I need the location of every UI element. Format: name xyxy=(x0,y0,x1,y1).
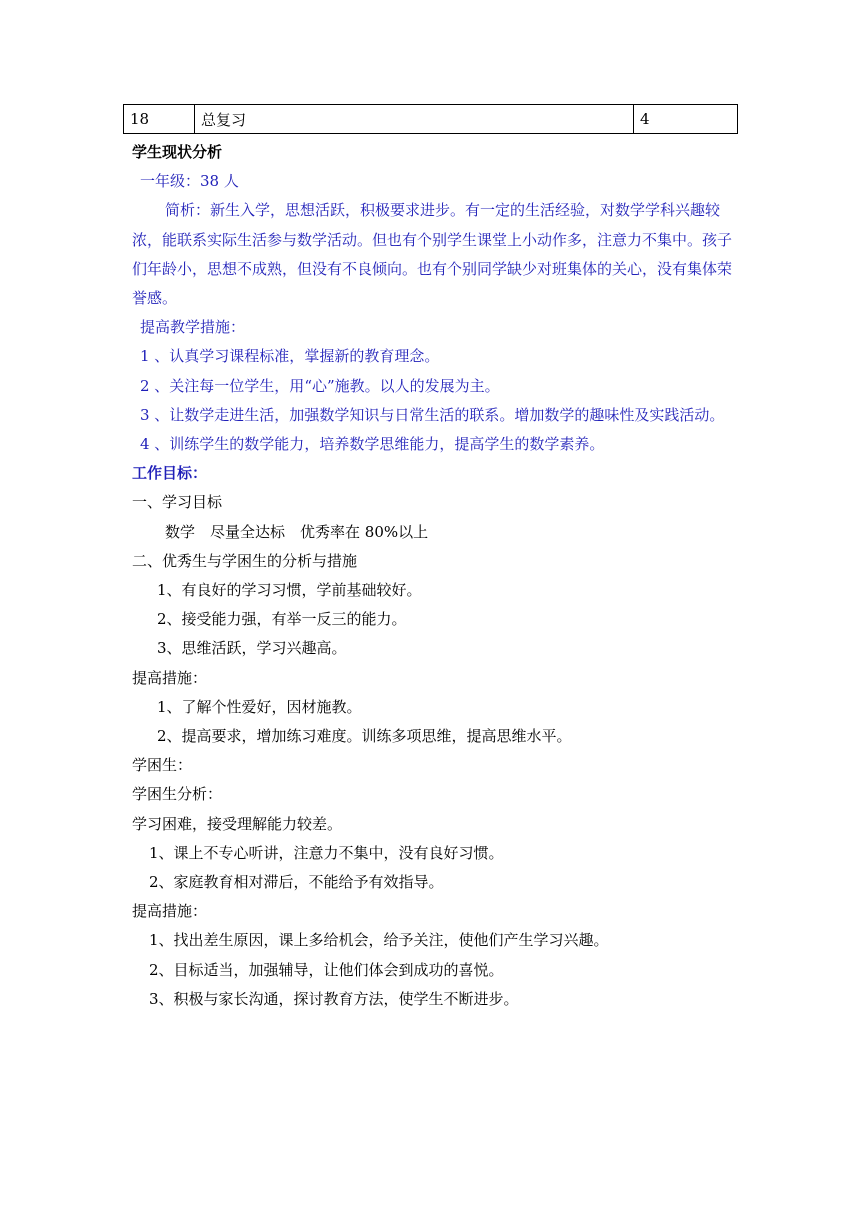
excellent-measures-title: 提高措施： xyxy=(132,668,208,687)
struggling-measure: 1、找出差生原因，课上多给机会，给予关注，使他们产生学习兴趣。 xyxy=(149,931,609,950)
lesson-topic-cell: 总复习 xyxy=(195,105,634,134)
struggling-measure: 2、目标适当，加强辅导，让他们体会到成功的喜悦。 xyxy=(149,960,504,979)
lesson-number-cell: 18 xyxy=(124,105,195,134)
students-section-title: 学生现状分析 xyxy=(132,143,223,161)
measure-item: 1 、认真学习课程标准，掌握新的教育理念。 xyxy=(140,347,440,366)
struggling-analysis-title: 学困生分析： xyxy=(132,785,223,804)
work-goals-title: 工作目标： xyxy=(132,464,208,483)
excellent-measure: 2、提高要求，增加练习难度。训练多项思维，提高思维水平。 xyxy=(157,727,572,746)
excellent-point: 1、有良好的学习习惯，学前基础较好。 xyxy=(157,581,422,600)
excellent-measure: 1、了解个性爱好，因材施教。 xyxy=(157,697,362,716)
struggling-title: 学困生： xyxy=(132,756,193,775)
struggling-point: 1、课上不专心听讲，注意力不集中，没有良好习惯。 xyxy=(149,843,504,862)
measure-item: 3 、让数学走进生活，加强数学知识与日常生活的联系。增加数学的趣味性及实践活动。 xyxy=(140,405,725,424)
measure-item: 4 、训练学生的数学能力，培养数学思维能力，提高学生的数学素养。 xyxy=(140,435,605,454)
analysis-paragraph: 简析：新生入学，思想活跃，积极要求进步。有一定的生活经验，对数学学科兴趣较浓，能联系实际生活参与数学活动。但也有个别学生课堂上小动作多，注意力不集中。孩子们年龄小，思想不成熟，但没有不良倾向。也有个别同学缺少对班集体的关心，没有集体荣誉感。 xyxy=(132,201,733,308)
measure-item: 2 、关注每一位学生，用“心”施教。以人的发展为主。 xyxy=(140,376,500,395)
table-row xyxy=(124,105,738,134)
struggling-point: 2、家庭教育相对滞后，不能给予有效指导。 xyxy=(149,873,444,892)
goal2-title: 二、优秀生与学困生的分析与措施 xyxy=(132,551,358,570)
struggling-summary: 学习困难，接受理解能力较差。 xyxy=(132,814,343,833)
document-body xyxy=(132,138,738,1014)
goal1-text: 数学 尽量全达标 优秀率在 80%以上 xyxy=(165,522,429,541)
excellent-point: 3、思维活跃，学习兴趣高。 xyxy=(157,639,347,658)
struggling-measures-title: 提高措施： xyxy=(132,902,208,921)
lesson-hours-cell: 4 xyxy=(634,105,738,134)
grade-line: 一年级：38 人 xyxy=(140,172,239,191)
teaching-measures-title: 提高教学措施： xyxy=(140,318,246,337)
schedule-table xyxy=(123,104,738,134)
excellent-point: 2、接受能力强，有举一反三的能力。 xyxy=(157,610,407,629)
goal1-title: 一、学习目标 xyxy=(132,493,223,512)
struggling-measure: 3、积极与家长沟通，探讨教育方法，使学生不断进步。 xyxy=(149,989,519,1008)
